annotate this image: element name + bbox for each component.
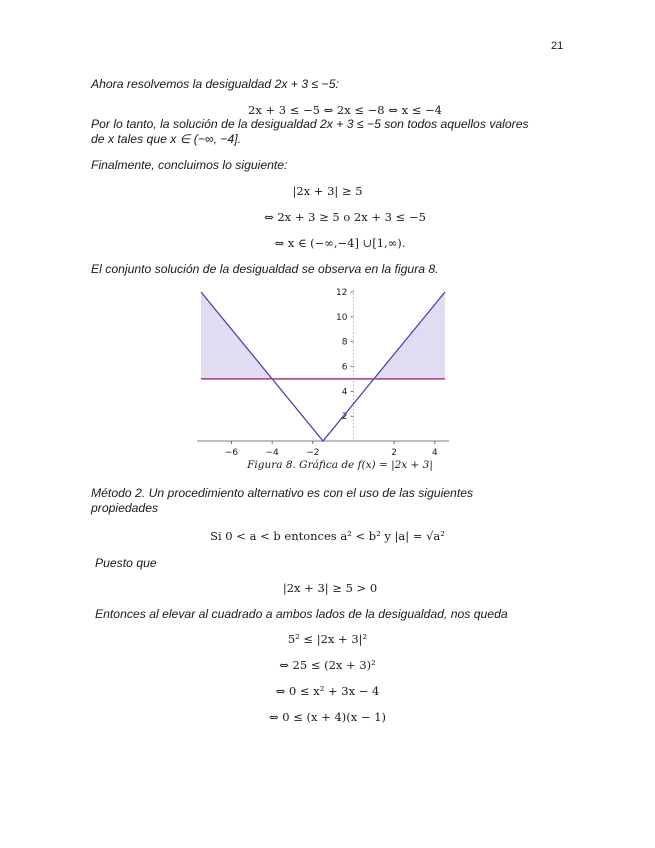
y-tick-label: 10 [336, 312, 348, 323]
paragraph-line: propiedades [91, 501, 159, 515]
paragraph-line: Finalmente, concluimos lo siguiente: [91, 158, 288, 172]
equation-line: ⇔ x ∈ (−∞,−4] ∪[1,∞). [274, 236, 406, 250]
x-tick-label: −4 [265, 448, 279, 458]
equation-line: ⇔ 0 ≤ x² + 3x − 4 [275, 684, 380, 698]
paragraph-line: El conjunto solución de la desigualdad se observa en la figura 8. [91, 262, 439, 276]
equation-line: Si 0 < a < b entonces a² < b² y |a| = √a² [210, 529, 445, 543]
equation-line: ⇔ 2x + 3 ≥ 5 o 2x + 3 ≤ −5 [264, 210, 426, 224]
equation-line: |2x + 3| ≥ 5 > 0 [282, 581, 378, 595]
paragraph-line: Puesto que [95, 556, 157, 570]
equation-line: 5² ≤ |2x + 3|² [287, 632, 368, 646]
paragraph-line: Entonces al elevar al cuadrado a ambos lados de la desigualdad, nos queda [95, 607, 508, 621]
paragraph-line: Por lo tanto, la solución de la desigualdad 2x + 3 ≤ −5 son todos aquellos valores [91, 117, 529, 131]
x-tick-label: −6 [224, 448, 239, 458]
y-tick-label: 2 [341, 412, 348, 423]
paragraph-line: de x tales que x ∈ (−∞, −4]. [91, 132, 242, 146]
equation-line: ⇔ 25 ≤ (2x + 3)² [279, 658, 376, 672]
y-tick-label: 12 [336, 288, 348, 298]
x-tick-label: 2 [391, 448, 398, 458]
y-tick-label: 6 [341, 362, 348, 373]
paragraph-line: Método 2. Un procedimiento alternativo es con el uso de las siguientes [91, 486, 474, 500]
equation-line: |2x + 3| ≥ 5 [292, 184, 363, 198]
equation-line: ⇔ 0 ≤ (x + 4)(x − 1) [269, 710, 386, 724]
figure-caption: Figura 8. Gráfica de f(x) = |2x + 3| [247, 459, 433, 471]
page-number: 21 [551, 40, 564, 52]
paragraph-line: Ahora resolvemos la desigualdad 2x + 3 ≤ −5: [91, 77, 339, 91]
x-tick-label: 4 [431, 448, 438, 458]
y-tick-label: 8 [341, 337, 348, 348]
x-tick-label: −2 [306, 448, 320, 458]
y-tick-label: 4 [341, 387, 348, 398]
equation-line: 2x + 3 ≤ −5 ⇔ 2x ≤ −8 ⇔ x ≤ −4 [248, 103, 442, 117]
